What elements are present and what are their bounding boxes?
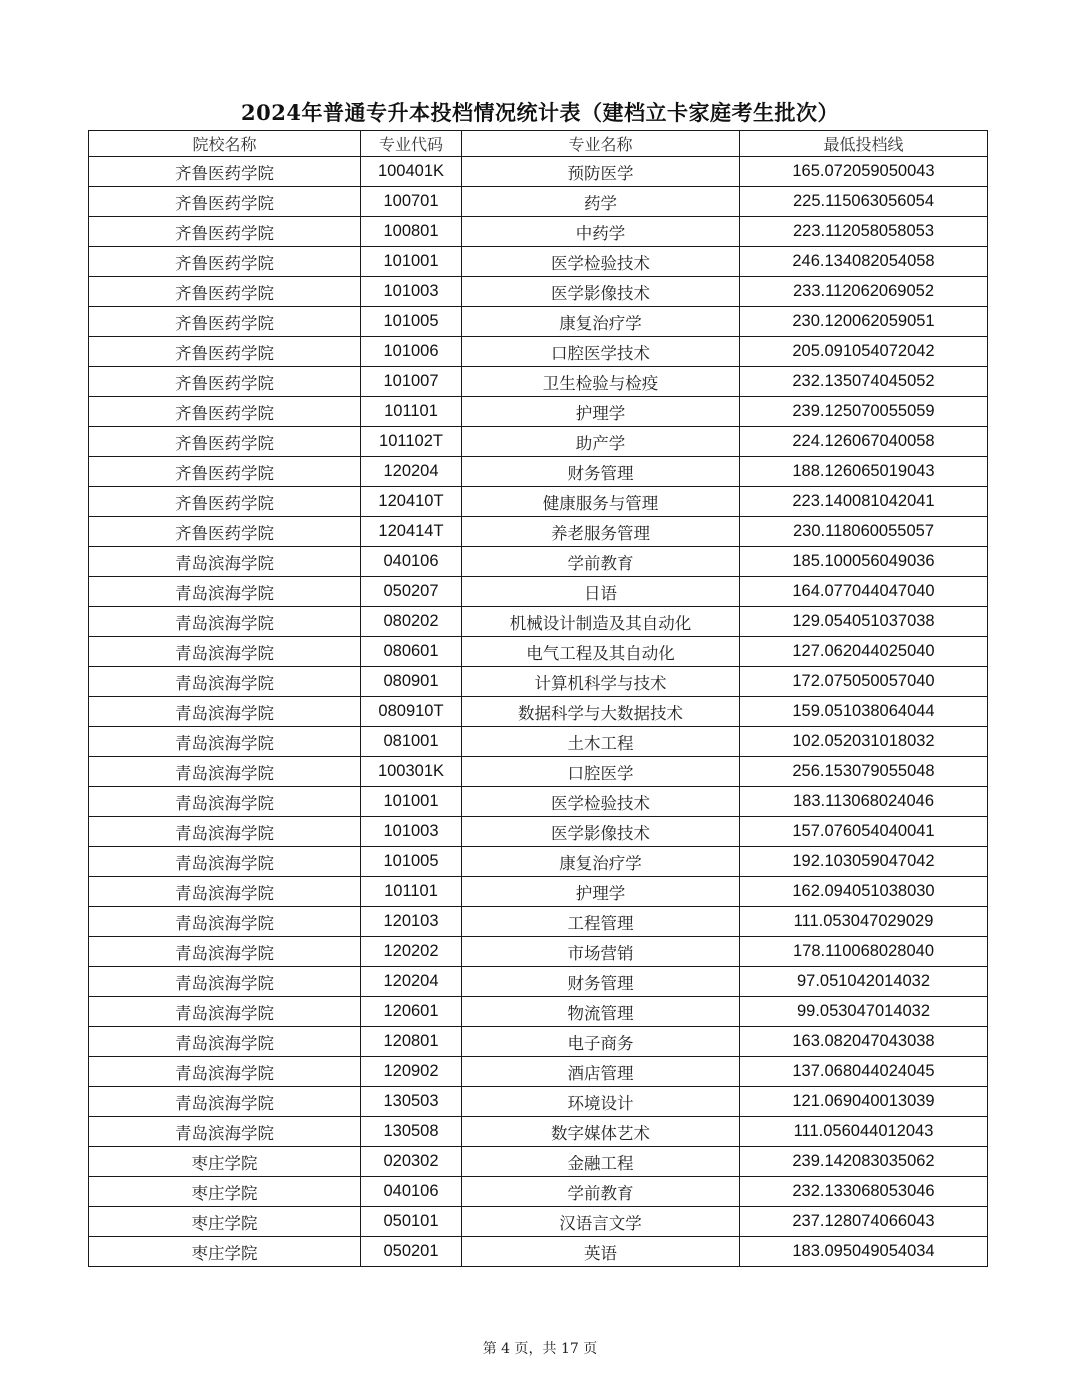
major-name-cell: 财务管理 (462, 457, 740, 487)
school-name-cell: 青岛滨海学院 (89, 1087, 361, 1117)
table-row (89, 967, 988, 997)
table-row (89, 1237, 988, 1267)
table-row (89, 1147, 988, 1177)
min-score-cell: 224.126067040058 (740, 427, 988, 457)
major-code-cell: 100401K (361, 157, 462, 187)
major-name-cell: 医学检验技术 (462, 247, 740, 277)
major-name-cell: 日语 (462, 577, 740, 607)
table-row (89, 277, 988, 307)
min-score-cell: 185.100056049036 (740, 547, 988, 577)
min-score-cell: 188.126065019043 (740, 457, 988, 487)
min-score-cell: 127.062044025040 (740, 637, 988, 667)
major-name-cell: 电气工程及其自动化 (462, 637, 740, 667)
table-row (89, 907, 988, 937)
school-name-cell: 齐鲁医药学院 (89, 397, 361, 427)
table-row (89, 547, 988, 577)
major-code-cell: 120204 (361, 967, 462, 997)
min-score-cell: 225.115063056054 (740, 187, 988, 217)
min-score-cell: 165.072059050043 (740, 157, 988, 187)
major-code-cell: 120601 (361, 997, 462, 1027)
min-score-cell: 232.135074045052 (740, 367, 988, 397)
major-name-cell: 酒店管理 (462, 1057, 740, 1087)
table-row (89, 307, 988, 337)
major-code-cell: 100701 (361, 187, 462, 217)
major-code-cell: 040106 (361, 1177, 462, 1207)
school-name-cell: 青岛滨海学院 (89, 637, 361, 667)
major-name-cell: 预防医学 (462, 157, 740, 187)
header-major-code: 专业代码 (361, 131, 462, 157)
school-name-cell: 青岛滨海学院 (89, 907, 361, 937)
min-score-cell: 99.053047014032 (740, 997, 988, 1027)
min-score-cell: 239.125070055059 (740, 397, 988, 427)
school-name-cell: 青岛滨海学院 (89, 787, 361, 817)
min-score-cell: 232.133068053046 (740, 1177, 988, 1207)
school-name-cell: 青岛滨海学院 (89, 847, 361, 877)
table-row (89, 367, 988, 397)
table-row (89, 787, 988, 817)
major-name-cell: 养老服务管理 (462, 517, 740, 547)
major-name-cell: 学前教育 (462, 1177, 740, 1207)
min-score-cell: 172.075050057040 (740, 667, 988, 697)
major-name-cell: 医学影像技术 (462, 817, 740, 847)
school-name-cell: 齐鲁医药学院 (89, 307, 361, 337)
table-row (89, 937, 988, 967)
page-number: 第 4 页，共 17 页 (482, 1341, 598, 1357)
table-row (89, 757, 988, 787)
school-name-cell: 青岛滨海学院 (89, 997, 361, 1027)
major-code-cell: 050201 (361, 1237, 462, 1267)
school-name-cell: 齐鲁医药学院 (89, 277, 361, 307)
major-name-cell: 工程管理 (462, 907, 740, 937)
table-row (89, 1117, 988, 1147)
table-row (89, 1207, 988, 1237)
school-name-cell: 齐鲁医药学院 (89, 457, 361, 487)
table-row (89, 247, 988, 277)
table-row (89, 337, 988, 367)
major-name-cell: 护理学 (462, 397, 740, 427)
min-score-cell: 111.056044012043 (740, 1117, 988, 1147)
major-code-cell: 120204 (361, 457, 462, 487)
major-name-cell: 口腔医学技术 (462, 337, 740, 367)
major-name-cell: 英语 (462, 1237, 740, 1267)
school-name-cell: 齐鲁医药学院 (89, 217, 361, 247)
min-score-cell: 246.134082054058 (740, 247, 988, 277)
school-name-cell: 青岛滨海学院 (89, 1027, 361, 1057)
table-row (89, 727, 988, 757)
major-name-cell: 助产学 (462, 427, 740, 457)
min-score-cell: 102.052031018032 (740, 727, 988, 757)
table-row (89, 607, 988, 637)
min-score-cell: 192.103059047042 (740, 847, 988, 877)
table-row (89, 997, 988, 1027)
major-name-cell: 环境设计 (462, 1087, 740, 1117)
major-name-cell: 学前教育 (462, 547, 740, 577)
major-name-cell: 康复治疗学 (462, 307, 740, 337)
table-row (89, 577, 988, 607)
min-score-cell: 183.113068024046 (740, 787, 988, 817)
major-code-cell: 080202 (361, 607, 462, 637)
major-code-cell: 120202 (361, 937, 462, 967)
major-code-cell: 120801 (361, 1027, 462, 1057)
major-name-cell: 土木工程 (462, 727, 740, 757)
major-code-cell: 101005 (361, 307, 462, 337)
table-row (89, 517, 988, 547)
min-score-cell: 137.068044024045 (740, 1057, 988, 1087)
school-name-cell: 青岛滨海学院 (89, 607, 361, 637)
school-name-cell: 齐鲁医药学院 (89, 247, 361, 277)
table-row (89, 1087, 988, 1117)
table-row (89, 157, 988, 187)
school-name-cell: 枣庄学院 (89, 1237, 361, 1267)
school-name-cell: 青岛滨海学院 (89, 877, 361, 907)
min-score-cell: 230.118060055057 (740, 517, 988, 547)
major-name-cell: 健康服务与管理 (462, 487, 740, 517)
school-name-cell: 齐鲁医药学院 (89, 487, 361, 517)
major-code-cell: 050207 (361, 577, 462, 607)
major-code-cell: 080910T (361, 697, 462, 727)
major-code-cell: 120414T (361, 517, 462, 547)
major-code-cell: 100301K (361, 757, 462, 787)
min-score-cell: 162.094051038030 (740, 877, 988, 907)
major-name-cell: 医学检验技术 (462, 787, 740, 817)
header-school-name: 院校名称 (89, 131, 361, 157)
school-name-cell: 青岛滨海学院 (89, 667, 361, 697)
table-row (89, 817, 988, 847)
min-score-cell: 157.076054040041 (740, 817, 988, 847)
major-name-cell: 电子商务 (462, 1027, 740, 1057)
school-name-cell: 青岛滨海学院 (89, 817, 361, 847)
major-code-cell: 020302 (361, 1147, 462, 1177)
table-row (89, 637, 988, 667)
major-code-cell: 101001 (361, 247, 462, 277)
school-name-cell: 青岛滨海学院 (89, 937, 361, 967)
major-code-cell: 101007 (361, 367, 462, 397)
major-name-cell: 数字媒体艺术 (462, 1117, 740, 1147)
table-row (89, 487, 988, 517)
school-name-cell: 青岛滨海学院 (89, 1117, 361, 1147)
header-major-name: 专业名称 (462, 131, 740, 157)
school-name-cell: 青岛滨海学院 (89, 547, 361, 577)
min-score-cell: 205.091054072042 (740, 337, 988, 367)
major-name-cell: 市场营销 (462, 937, 740, 967)
table-body (89, 157, 988, 1267)
school-name-cell: 青岛滨海学院 (89, 577, 361, 607)
school-name-cell: 齐鲁医药学院 (89, 367, 361, 397)
table-row (89, 427, 988, 457)
major-code-cell: 050101 (361, 1207, 462, 1237)
header-min-score: 最低投档线 (740, 131, 988, 157)
min-score-cell: 233.112062069052 (740, 277, 988, 307)
min-score-cell: 97.051042014032 (740, 967, 988, 997)
major-code-cell: 100801 (361, 217, 462, 247)
table-row (89, 397, 988, 427)
major-name-cell: 卫生检验与检疫 (462, 367, 740, 397)
table-row (89, 1027, 988, 1057)
table-row (89, 697, 988, 727)
table-row (89, 217, 988, 247)
school-name-cell: 齐鲁医药学院 (89, 337, 361, 367)
table-row (89, 1177, 988, 1207)
major-name-cell: 机械设计制造及其自动化 (462, 607, 740, 637)
school-name-cell: 齐鲁医药学院 (89, 517, 361, 547)
major-name-cell: 数据科学与大数据技术 (462, 697, 740, 727)
school-name-cell: 齐鲁医药学院 (89, 187, 361, 217)
major-code-cell: 101001 (361, 787, 462, 817)
min-score-cell: 223.112058058053 (740, 217, 988, 247)
school-name-cell: 齐鲁医药学院 (89, 157, 361, 187)
major-name-cell: 金融工程 (462, 1147, 740, 1177)
min-score-cell: 239.142083035062 (740, 1147, 988, 1177)
major-name-cell: 护理学 (462, 877, 740, 907)
major-name-cell: 计算机科学与技术 (462, 667, 740, 697)
major-code-cell: 080901 (361, 667, 462, 697)
major-code-cell: 101006 (361, 337, 462, 367)
school-name-cell: 枣庄学院 (89, 1207, 361, 1237)
table-row (89, 1057, 988, 1087)
min-score-cell: 159.051038064044 (740, 697, 988, 727)
major-code-cell: 101102T (361, 427, 462, 457)
major-code-cell: 081001 (361, 727, 462, 757)
min-score-cell: 163.082047043038 (740, 1027, 988, 1057)
major-code-cell: 101003 (361, 277, 462, 307)
major-name-cell: 医学影像技术 (462, 277, 740, 307)
table-row (89, 847, 988, 877)
table-row (89, 457, 988, 487)
page-title: 2024年普通专升本投档情况统计表（建档立卡家庭考生批次） (241, 100, 839, 125)
major-code-cell: 101101 (361, 877, 462, 907)
major-code-cell: 120902 (361, 1057, 462, 1087)
min-score-cell: 111.053047029029 (740, 907, 988, 937)
min-score-cell: 183.095049054034 (740, 1237, 988, 1267)
major-name-cell: 药学 (462, 187, 740, 217)
major-code-cell: 101101 (361, 397, 462, 427)
major-name-cell: 物流管理 (462, 997, 740, 1027)
school-name-cell: 青岛滨海学院 (89, 1057, 361, 1087)
school-name-cell: 青岛滨海学院 (89, 727, 361, 757)
major-code-cell: 080601 (361, 637, 462, 667)
major-code-cell: 130508 (361, 1117, 462, 1147)
admission-table (88, 130, 988, 1267)
table-header-row (89, 131, 988, 157)
table-row (89, 667, 988, 697)
min-score-cell: 178.110068028040 (740, 937, 988, 967)
major-name-cell: 财务管理 (462, 967, 740, 997)
major-name-cell: 康复治疗学 (462, 847, 740, 877)
min-score-cell: 121.069040013039 (740, 1087, 988, 1117)
major-code-cell: 120103 (361, 907, 462, 937)
major-code-cell: 130503 (361, 1087, 462, 1117)
major-code-cell: 120410T (361, 487, 462, 517)
min-score-cell: 256.153079055048 (740, 757, 988, 787)
major-name-cell: 中药学 (462, 217, 740, 247)
major-name-cell: 汉语言文学 (462, 1207, 740, 1237)
min-score-cell: 230.120062059051 (740, 307, 988, 337)
table-row (89, 187, 988, 217)
major-code-cell: 101003 (361, 817, 462, 847)
school-name-cell: 青岛滨海学院 (89, 757, 361, 787)
school-name-cell: 青岛滨海学院 (89, 697, 361, 727)
table-row (89, 877, 988, 907)
major-name-cell: 口腔医学 (462, 757, 740, 787)
school-name-cell: 齐鲁医药学院 (89, 427, 361, 457)
major-code-cell: 040106 (361, 547, 462, 577)
school-name-cell: 枣庄学院 (89, 1147, 361, 1177)
school-name-cell: 青岛滨海学院 (89, 967, 361, 997)
school-name-cell: 枣庄学院 (89, 1177, 361, 1207)
min-score-cell: 164.077044047040 (740, 577, 988, 607)
min-score-cell: 237.128074066043 (740, 1207, 988, 1237)
major-code-cell: 101005 (361, 847, 462, 877)
min-score-cell: 129.054051037038 (740, 607, 988, 637)
min-score-cell: 223.140081042041 (740, 487, 988, 517)
